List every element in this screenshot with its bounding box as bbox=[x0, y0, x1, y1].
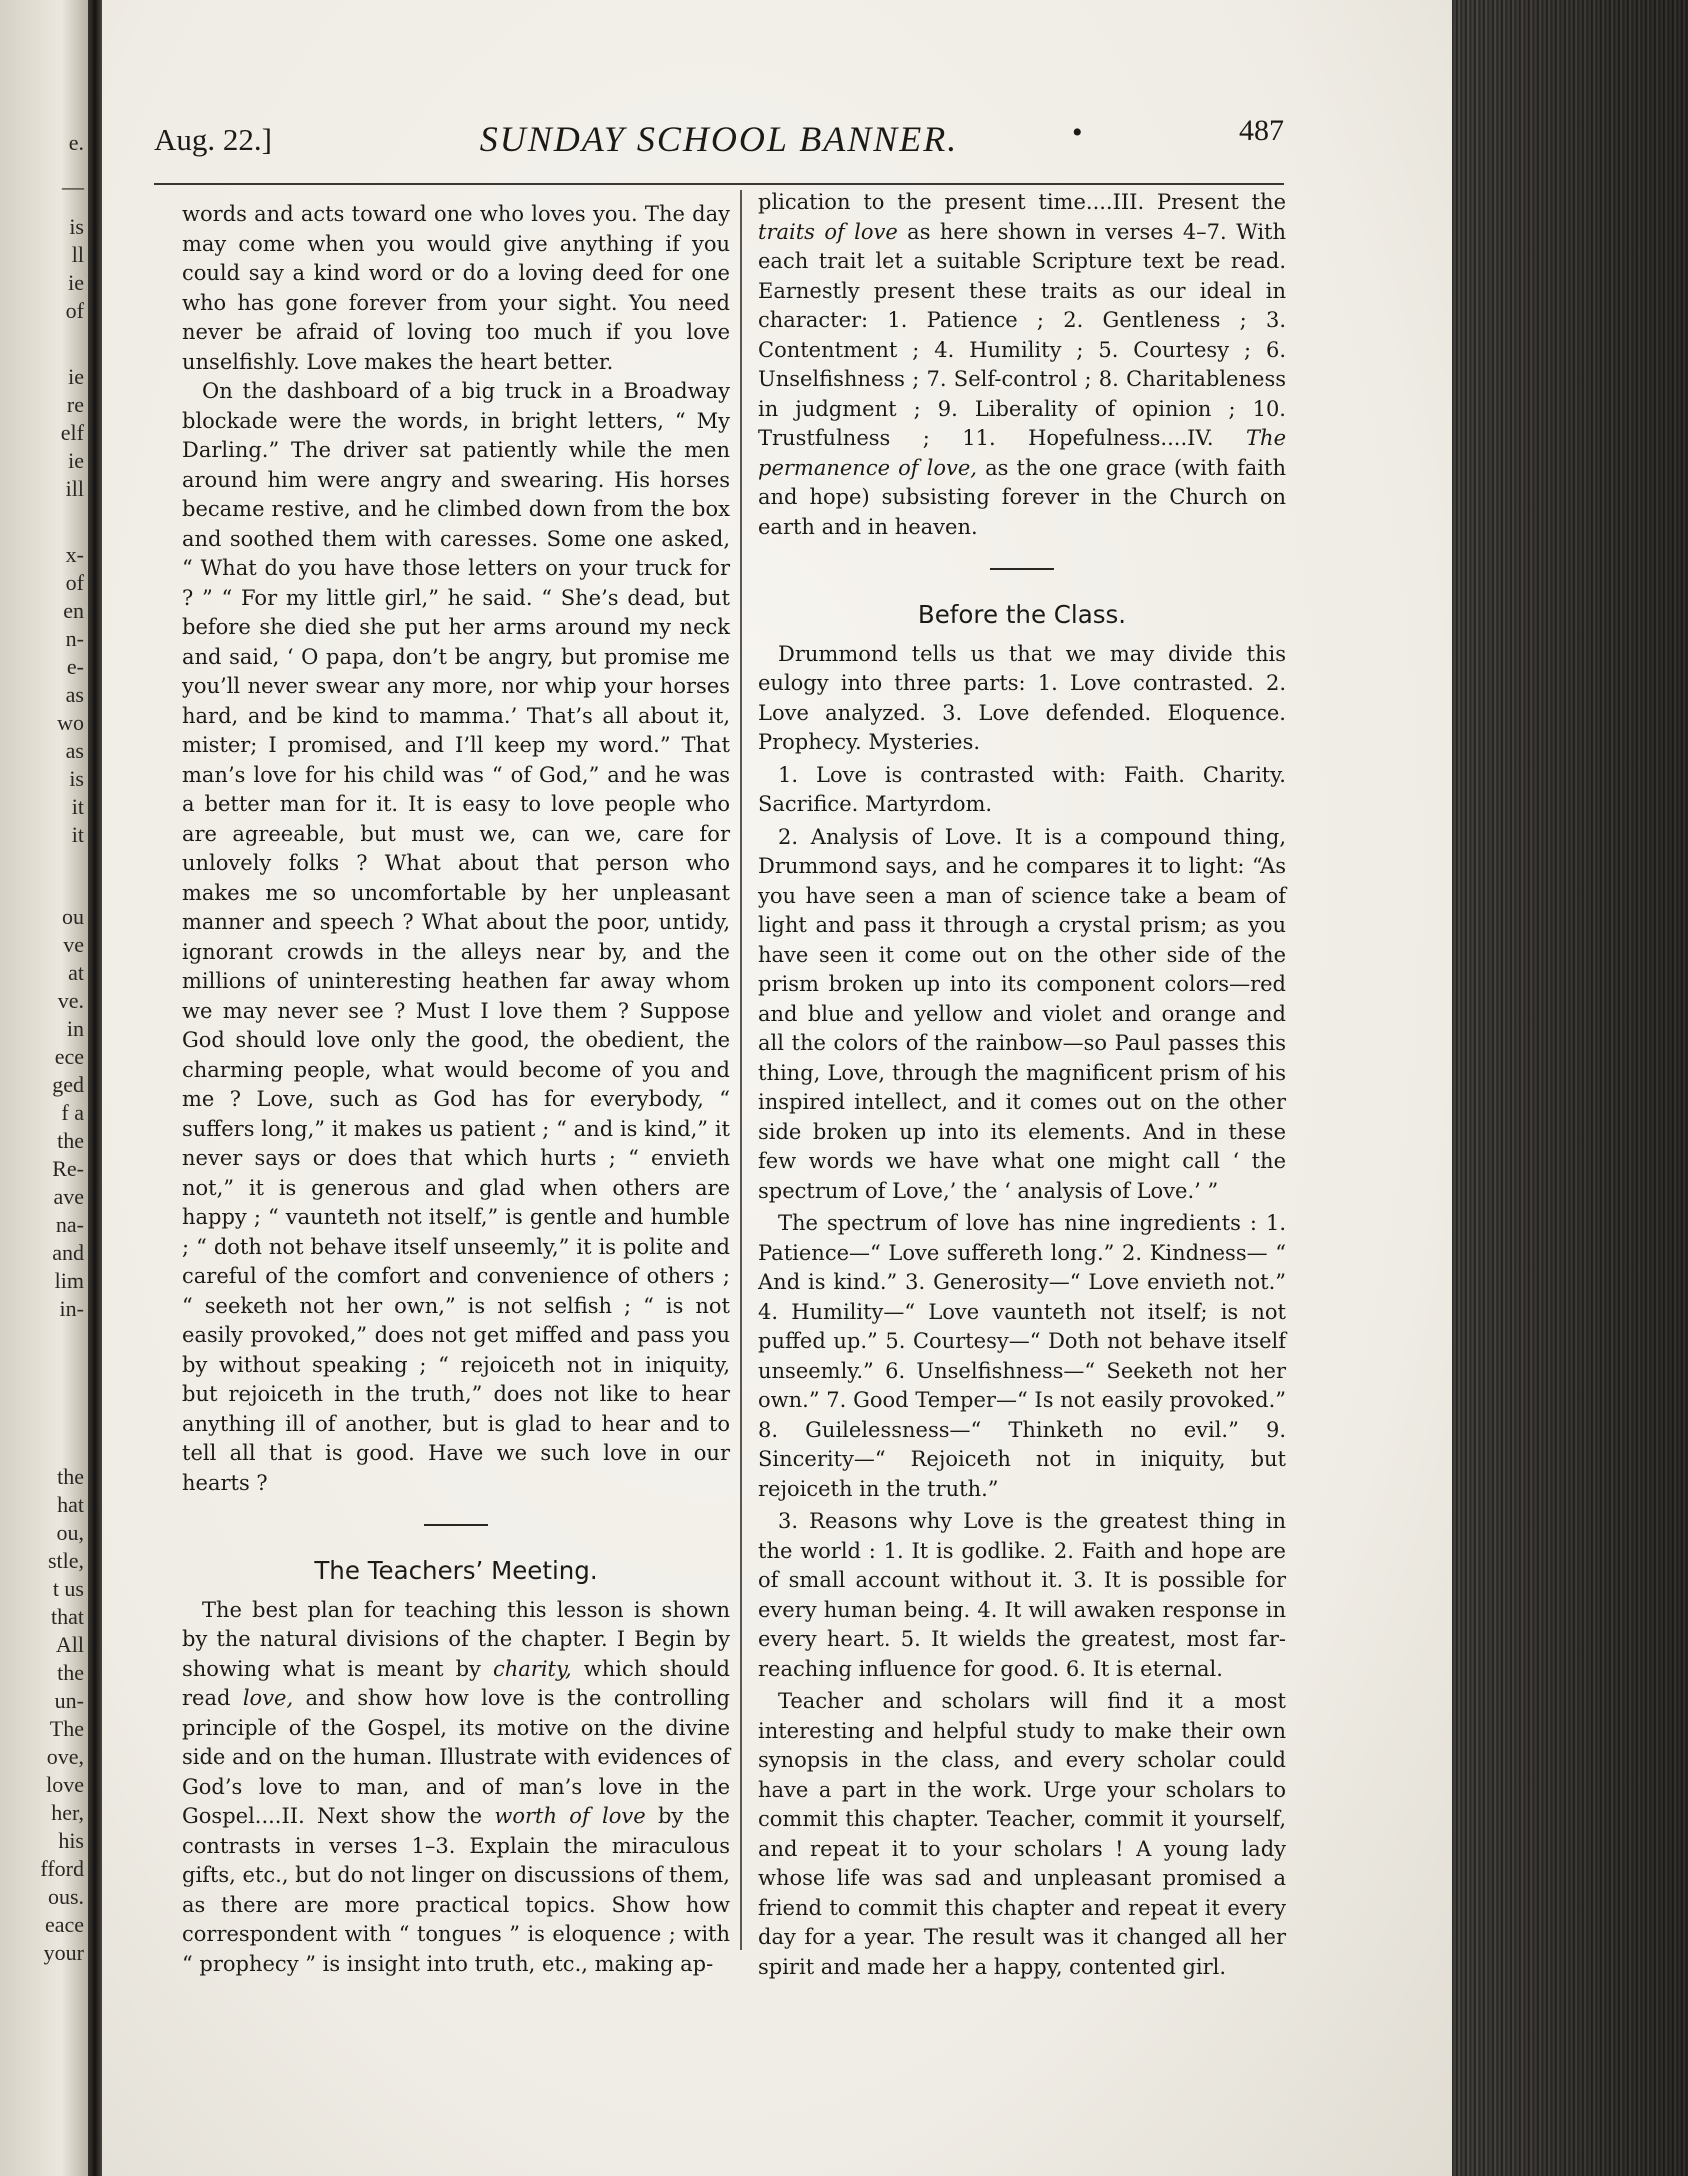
facing-page-fragment: the bbox=[57, 1128, 84, 1153]
facing-page-edge bbox=[0, 0, 88, 2176]
facing-page-fragment: x- bbox=[65, 542, 84, 567]
running-header bbox=[154, 112, 1284, 168]
facing-page-fragment: ie bbox=[68, 270, 84, 295]
paragraph: 2. Analysis of Love. It is a compound thing, Drummond says, and he compares it to light: “As you have seen a man of science take a beam of light and pass it through a crystal prism; as you have seen it come out on the other side of the prism broken up into its component colors—red and blue and yellow and violet and orange and all the colors of the rainbow—so Paul passes this thing, Love, through the magnificent prism of his inspired intellect, and it comes out on the other side broken up into its elements. And in these few words we have what one might call ‘ the spectrum of Love,’ the ‘ analysis of Love.’ ” bbox=[758, 824, 1286, 1203]
facing-page-fragment: is bbox=[69, 214, 84, 239]
left-column bbox=[182, 200, 730, 1979]
paragraph: Drummond tells us that we may divide this eulogy into three parts: 1. Love contrasted. 2. Love analyzed. 3. Love defended. Eloquence. Prophecy. Mysteries. bbox=[758, 641, 1286, 754]
facing-page-fragment: of bbox=[65, 298, 84, 323]
facing-page-fragment: ove, bbox=[46, 1744, 84, 1769]
facing-page-fragment: it bbox=[71, 822, 84, 847]
facing-page-fragment: ll bbox=[71, 242, 84, 267]
paragraph bbox=[182, 1596, 730, 1980]
header-dot: • bbox=[1072, 116, 1083, 149]
facing-page-fragment: Re- bbox=[52, 1156, 84, 1181]
facing-page-fragment: stle, bbox=[47, 1548, 84, 1573]
facing-page-fragment: as bbox=[65, 682, 84, 707]
paragraph: Teacher and scholars will find it a most interesting and helpful study to make their own synopsis in the class, and every scholar could have a part in the work. Urge your scholars to commit this chapter. Teacher, commit it yourself, and repeat it to your scholars ! A young lady whose life was sad and unpleasant promised a friend to commit this chapter and repeat it every day for a year. The result was it changed all her spirit and made her a happy, contented girl. bbox=[758, 1689, 1286, 1979]
paragraph: 3. Reasons why Love is the greatest thing in the world : 1. It is godlike. 2. Faith and hope are of small account without it. 3. It is possible for every human being. 4. It will awaken response in every heart. 5. It wields the greatest, most far-reaching influence for good. 6. It is eternal. bbox=[758, 1509, 1286, 1681]
header-rule bbox=[154, 183, 1284, 185]
facing-page-fragment: his bbox=[58, 1828, 84, 1853]
facing-page-fragment: the bbox=[57, 1660, 84, 1685]
facing-page-fragment: n- bbox=[65, 626, 84, 651]
facing-page-fragment: e- bbox=[66, 654, 84, 679]
italic-text: The permanence of love, bbox=[758, 426, 1286, 480]
facing-page-fragment: at bbox=[68, 960, 84, 985]
facing-page-fragment: ave bbox=[53, 1184, 84, 1209]
facing-page-fragment: The bbox=[49, 1716, 84, 1741]
facing-page-fragment: ou bbox=[62, 904, 84, 929]
facing-page-fragment: un- bbox=[54, 1688, 84, 1713]
facing-page-fragment: t us bbox=[52, 1576, 84, 1601]
italic-text: love, bbox=[242, 1686, 294, 1710]
facing-page-fragment: fford bbox=[40, 1856, 84, 1881]
facing-page-fragment: — bbox=[62, 174, 84, 199]
facing-page-fragment: en bbox=[63, 598, 84, 623]
italic-text: traits of love bbox=[758, 219, 898, 244]
text-run: as here shown in verses 4–7. With each trait let a suitable Scripture text be read. Earnestly present these traits as our ideal in character: 1. Patience ; 2. Gentleness ; 3. Contentment ; 4. Humility ; 5. Courtesy ; 6. Unselfishness ; 7. Self-control ; 8. Charitableness in judgment ; 9. Liberality of opinion ; 10. Trustfulness ; 11. Hopefulness....IV. bbox=[758, 219, 1286, 450]
facing-page-fragment: and bbox=[52, 1240, 84, 1265]
italic-text: charity, bbox=[492, 1656, 572, 1681]
facing-page-fragment: in bbox=[66, 1016, 84, 1041]
facing-page-fragment: of bbox=[65, 570, 84, 595]
facing-page-fragment: ve bbox=[63, 932, 84, 957]
text-run: by the contrasts in verses 1–3. Explain the miraculous gifts, etc., but do not linger on discussions of them, as there are more practical topics. Show how correspondent with “ tongues ” is eloquence ; with “ prophecy ” is insight into truth, etc., making ap- bbox=[182, 1804, 730, 1976]
facing-page-fragment: ie bbox=[68, 448, 84, 473]
facing-page-fragment: it bbox=[71, 794, 84, 819]
facing-page-fragment: All bbox=[55, 1632, 84, 1657]
facing-page-fragment: in- bbox=[59, 1296, 84, 1321]
facing-page-fragment: as bbox=[65, 738, 84, 763]
facing-page-fragment: love bbox=[46, 1772, 84, 1797]
facing-page-fragment: her, bbox=[51, 1800, 84, 1825]
facing-page-fragment: ve. bbox=[57, 988, 84, 1013]
facing-page-fragment: ged bbox=[52, 1072, 84, 1097]
section-divider bbox=[424, 1524, 488, 1526]
facing-page-fragment: is bbox=[69, 766, 84, 791]
right-column bbox=[758, 188, 1286, 1982]
header-date: Aug. 22.] bbox=[154, 122, 272, 157]
paragraph: 1. Love is contrasted with: Faith. Charity. Sacrifice. Martyrdom. bbox=[758, 762, 1286, 816]
italic-text: worth of love bbox=[494, 1804, 646, 1828]
column-divider bbox=[740, 190, 742, 1950]
text-run: plication to the present time....III. Present the bbox=[758, 190, 1286, 214]
header-title: SUNDAY SCHOOL BANNER. bbox=[479, 119, 959, 159]
facing-page-fragment: the bbox=[57, 1464, 84, 1489]
facing-page-fragment: that bbox=[51, 1604, 84, 1629]
facing-page-fragment: na- bbox=[55, 1212, 84, 1237]
book-gutter bbox=[88, 0, 102, 2176]
facing-page-fragment: ie bbox=[68, 364, 84, 389]
facing-page-fragment: eace bbox=[44, 1912, 84, 1937]
section-heading-teachers-meeting: The Teachers’ Meeting. bbox=[314, 1556, 598, 1585]
facing-page-fragment: lim bbox=[54, 1268, 84, 1293]
facing-page-fragment: wo bbox=[57, 710, 84, 735]
paragraph: words and acts toward one who loves you. The day may come when you would give anything if you could say a kind word or do a loving deed for one who has gone forever from your sight. You need never be afraid of loving too much if you love unselfishly. Love makes the heart better. bbox=[182, 202, 730, 374]
page-number: 487 bbox=[1239, 114, 1284, 147]
facing-page-fragment: hat bbox=[57, 1492, 84, 1517]
section-divider bbox=[990, 568, 1054, 570]
paragraph: The spectrum of love has nine ingredients : 1. Patience—“ Love suffereth long.” 2. Kindness— “ And is kind.” 3. Generosity—“ Love envieth not.” 4. Humility—“ Love vaunteth not itself; is not puffed up.” 5. Courtesy—“ Doth not behave itself unseemly.” 6. Unselfishness—“ Seeketh not her own.” 7. Good Temper—“ Is not easily provoked.” 8. Guilelessness—“ Thinketh no evil.” 9. Sincerity—“ Rejoiceth not in iniquity, but rejoiceth in the truth.” bbox=[758, 1211, 1286, 1501]
facing-page-fragment: e. bbox=[68, 130, 84, 155]
facing-page-fragment: ill bbox=[65, 476, 84, 501]
paragraph bbox=[758, 188, 1286, 542]
paragraph: On the dashboard of a big truck in a Broadway blockade were the words, in bright letters, “ My Darling.” The driver sat patiently while the men around him were angry and swearing. His horses became restive, and he climbed down from the box and soothed them with caresses. Some one asked, “ What do you have those letters on your truck for ? ” “ For my little girl,” he said. “ She’s dead, but before she died she put her arms around my neck and said, ‘ O papa, don’t be angry, but promise me you’ll never swear any more, nor whip your horses hard, and be kind to mamma.’ That’s all about it, mister; I promised, and I’ll keep my word.” That man’s love for his child was “ of God,” and he was a better man for it. It is easy to love people who are agreeable, but must we, can we, care for unlovely folks ? What about that person who makes me so uncomfortable by her unpleasant manner and speech ? What about the poor, untidy, ignorant crowds in the alleys near by, and the millions of uninteresting heathen far away whom we may never see ? Must I love them ? Suppose God should love only the good, the obedient, the charming people, what would become of you and me ? Love, such as God has for everybody, “ suffers long,” it makes us patient ; “ and is kind,” it never says or does that which hurts ; “ envieth not,” it is generous and glad when others are happy ; “ vaunteth not itself,” is gentle and humble ; “ doth not behave itself unseemly,” it is polite and careful of the comfort and convenience of others ; “ seeketh not her own,” is not selfish ; “ is not easily provoked,” does not get miffed and pass you by without speaking ; “ rejoiceth not in iniquity, but rejoiceth in the truth,” does not like to hear anything ill of another, but is glad to hear and to tell all that is good. Have we such love in our hearts ? bbox=[182, 379, 730, 1495]
facing-page-fragment: re bbox=[66, 392, 84, 417]
text-run: which should read bbox=[182, 1656, 730, 1710]
text-run: as the one grace (with faith and hope) subsisting forever in the Church on earth and in heaven. bbox=[758, 455, 1286, 539]
text-run: The best plan for teaching this lesson is shown by the natural divisions of the chapter. I Begin by showing what is meant by bbox=[182, 1597, 730, 1681]
facing-page-fragment: elf bbox=[60, 420, 84, 445]
text-run: and show how love is the controlling principle of the Gospel, its motive on the divine side and on the human. Illustrate with evidences of God’s love to man, and of man’s love in the Gospel....II. Next show the bbox=[182, 1686, 731, 1828]
facing-page-fragment: ous. bbox=[47, 1884, 84, 1909]
facing-page-fragment: ece bbox=[54, 1044, 84, 1069]
facing-page-fragment: ou, bbox=[56, 1520, 84, 1545]
facing-page-fragment: f a bbox=[61, 1100, 84, 1125]
page-edges-shadow bbox=[1452, 0, 1688, 2176]
facing-page-fragment: your bbox=[43, 1940, 84, 1965]
section-heading-before-the-class: Before the Class. bbox=[917, 600, 1127, 629]
